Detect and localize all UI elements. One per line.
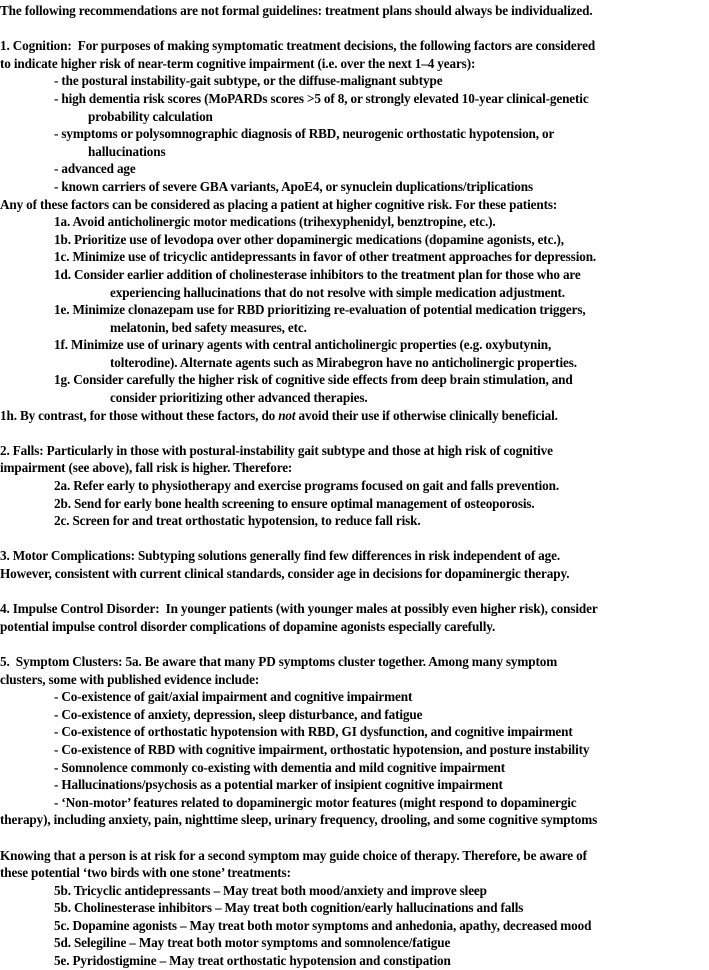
section-1-bullet-2-continuation: probability calculation bbox=[88, 108, 213, 124]
recommendation-1d: 1d. Consider earlier addition of cholinesterase inhibitors to the treatment plan for those who are bbox=[54, 266, 581, 282]
section-5-second-lead-line-1: Knowing that a person is at risk for a second symptom may guide choice of therapy. Therefore, be aware of bbox=[0, 847, 587, 863]
section-5-second-lead-line-2: these potential ‘two birds with one stone’ treatments: bbox=[0, 865, 291, 881]
section-5-bullet-6: - Hallucinations/psychosis as a potential marker of insipient cognitive impairment bbox=[54, 777, 503, 793]
section-1-heading-line-2: to indicate higher risk of near-term cognitive impairment (i.e. over the next 1–4 years): bbox=[0, 55, 476, 71]
recommendation-1c: 1c. Minimize use of tricyclic antidepressants in favor of other treatment approaches for depression. bbox=[54, 249, 597, 265]
recommendation-5c: 5c. Dopamine agonists – May treat both motor symptoms and anhedonia, apathy, decreased mood bbox=[54, 917, 592, 933]
recommendation-1a: 1a. Avoid anticholinergic motor medications (trihexyphenidyl, benztropine, etc.). bbox=[54, 214, 496, 230]
intro-paragraph: The following recommendations are not formal guidelines: treatment plans should always be individualized. bbox=[0, 3, 593, 18]
recommendation-1f-continuation: tolterodine). Alternate agents such as Mirabegron have no anticholinergic properties. bbox=[110, 354, 577, 370]
section-1-bullet-4: - advanced age bbox=[54, 161, 136, 177]
recommendation-1d-continuation: experiencing hallucinations that do not resolve with simple medication adjustment. bbox=[110, 284, 565, 300]
section-4-heading-line-1: 4. Impulse Control Disorder: In younger patients (with younger males at possibly even higher risk), consider bbox=[0, 601, 598, 617]
section-4-heading-line-2: potential impulse control disorder complications of dopamine agonists especially carefully. bbox=[0, 618, 496, 634]
section-1-bullet-1: - the postural instability-gait subtype, or the diffuse-malignant subtype bbox=[54, 73, 443, 89]
section-5-bullet-3: - Co-existence of orthostatic hypotension with RBD, GI dysfunction, and cognitive impairment bbox=[54, 724, 573, 740]
recommendation-1e: 1e. Minimize clonazepam use for RBD prioritizing re-evaluation of potential medication triggers, bbox=[54, 302, 586, 318]
spacer bbox=[0, 635, 709, 653]
section-1-bullet-3-continuation: hallucinations bbox=[88, 143, 166, 159]
section-5-bullet-2: - Co-existence of anxiety, depression, sleep disturbance, and fatigue bbox=[54, 706, 423, 722]
section-1-bullet-2: - high dementia risk scores (MoPARDs scores >5 of 8, or strongly elevated 10-year clinical-genetic bbox=[54, 90, 589, 106]
section-1-bullet-5: - known carriers of severe GBA variants, ApoE4, or synuclein duplications/triplications bbox=[54, 178, 533, 194]
recommendation-5b-cholinesterase: 5b. Cholinesterase inhibitors – May treat both cognition/early hallucinations and falls bbox=[54, 900, 524, 916]
section-2-heading-line-2: impairment (see above), fall risk is higher. Therefore: bbox=[0, 460, 293, 476]
recommendation-1h-part-1: 1h. By contrast, for those without these factors, do bbox=[0, 407, 279, 423]
recommendation-1g: 1g. Consider carefully the higher risk of cognitive side effects from deep brain stimulation, and bbox=[54, 372, 573, 388]
recommendation-5e: 5e. Pyridostigmine – May treat orthostatic hypotension and constipation bbox=[54, 953, 451, 969]
section-1-lead-in: Any of these factors can be considered as placing a patient at higher cognitive risk. For these patients: bbox=[0, 196, 558, 212]
section-3-heading-line-2: However, consistent with current clinical standards, consider age in decisions for dopaminergic therapy. bbox=[0, 566, 570, 581]
spacer bbox=[0, 20, 709, 38]
spacer bbox=[0, 424, 709, 442]
recommendation-2b: 2b. Send for early bone health screening to ensure optimal management of osteoporosis. bbox=[54, 495, 535, 511]
recommendation-1f: 1f. Minimize use of urinary agents with central anticholinergic properties (e.g. oxybutynin, bbox=[54, 337, 552, 353]
section-5-bullet-7: - ‘Non-motor’ features related to dopaminergic motor features (might respond to dopaminergic bbox=[54, 794, 577, 810]
spacer bbox=[0, 530, 709, 548]
recommendation-1e-continuation: melatonin, bed safety measures, etc. bbox=[110, 319, 307, 335]
recommendation-1h-italic-not: not bbox=[278, 407, 296, 423]
recommendation-5b-tricyclic: 5b. Tricyclic antidepressants – May treat both mood/anxiety and improve sleep bbox=[54, 882, 487, 898]
section-5-heading-line-2: clusters, some with published evidence include: bbox=[0, 671, 260, 687]
section-5-heading-line-1: 5. Symptom Clusters: 5a. Be aware that many PD symptoms cluster together. Among many symptom bbox=[0, 653, 558, 669]
recommendation-1h-part-2: avoid their use if otherwise clinically beneficial. bbox=[295, 407, 558, 423]
recommendation-5d: 5d. Selegiline – May treat both motor symptoms and somnolence/fatigue bbox=[54, 935, 451, 951]
recommendation-1g-continuation: consider prioritizing other advanced therapies. bbox=[110, 390, 368, 406]
recommendation-2a: 2a. Refer early to physiotherapy and exercise programs focused on gait and falls prevention. bbox=[54, 478, 560, 494]
recommendation-1b: 1b. Prioritize use of levodopa over other dopaminergic medications (dopamine agonists, etc.), bbox=[54, 231, 564, 247]
section-3-heading-line-1: 3. Motor Complications: Subtyping solutions generally find few differences in risk independent of age. bbox=[0, 548, 561, 564]
recommendation-1h bbox=[0, 407, 709, 425]
spacer bbox=[0, 583, 709, 601]
section-5-bullet-7-continuation: therapy), including anxiety, pain, nighttime sleep, urinary frequency, drooling, and some cognitive symptoms bbox=[0, 812, 598, 828]
section-5-bullet-4: - Co-existence of RBD with cognitive impairment, orthostatic hypotension, and posture instability bbox=[54, 741, 590, 757]
spacer bbox=[0, 829, 709, 847]
section-5-bullet-1: - Co-existence of gait/axial impairment and cognitive impairment bbox=[54, 689, 413, 705]
section-5-bullet-5: - Somnolence commonly co-existing with dementia and mild cognitive impairment bbox=[54, 759, 506, 775]
section-1-heading-line-1: 1. Cognition: For purposes of making symptomatic treatment decisions, the following factors are considered bbox=[0, 38, 596, 54]
section-1-bullet-3: - symptoms or polysomnographic diagnosis of RBD, neurogenic orthostatic hypotension, or bbox=[54, 126, 555, 142]
section-2-heading-line-1: 2. Falls: Particularly in those with postural-instability gait subtype and those at high risk of cognitive bbox=[0, 442, 553, 458]
recommendation-2c: 2c. Screen for and treat orthostatic hypotension, to reduce fall risk. bbox=[54, 513, 421, 529]
